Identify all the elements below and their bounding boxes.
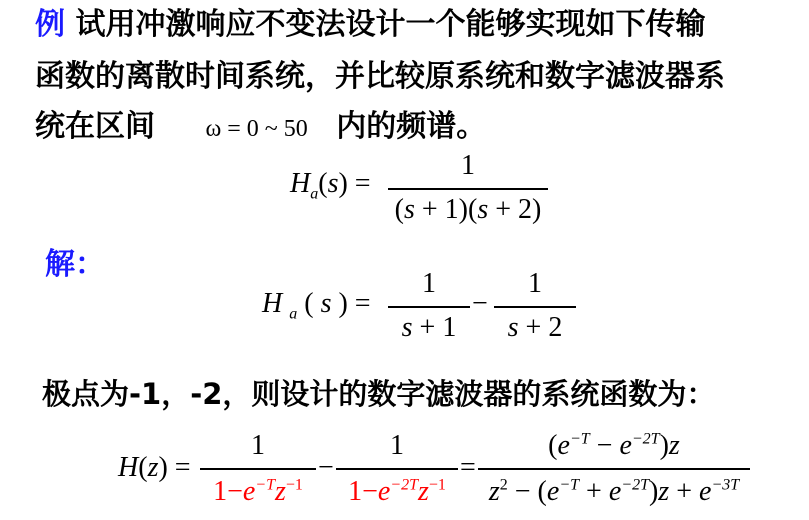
eq2-fraction-2 (494, 268, 576, 348)
problem-text-3a: 统在区间 (35, 109, 155, 144)
eq2-f2-bar (494, 306, 576, 308)
eq3-fraction-3 (478, 430, 750, 514)
example-label: 例 (35, 7, 65, 42)
eq1-lhs: $H_a(s)$ = (290, 168, 371, 203)
poles-statement: 极点为-1，-2，则设计的数字滤波器的系统函数为： (42, 377, 716, 411)
eq3-f1-bar (200, 468, 316, 470)
eq2-minus: − (472, 288, 488, 319)
eq1-fraction (388, 150, 548, 230)
frequency-interval: ω = 0 ~ 50 (205, 116, 308, 142)
eq1-fraction-bar (388, 188, 548, 190)
eq2-f1-denominator: s + 1 (401, 312, 457, 343)
eq3-f1-numerator: 1 (251, 430, 265, 461)
eq3-f3-bar (478, 468, 750, 470)
eq3-f2-bar (336, 468, 458, 470)
eq2-f1-bar (388, 306, 470, 308)
eq3-lhs: H(z) = (118, 452, 191, 483)
problem-line-2: 函数的离散时间系统，并比较原系统和数字滤波器系 (35, 59, 725, 94)
eq2-f1-numerator: 1 (422, 268, 436, 299)
eq1-numerator: 1 (461, 150, 475, 181)
eq2-lhs: H $_a$ ( s ) = (262, 288, 371, 323)
eq3-equals: = (460, 452, 476, 483)
eq3-f3-numerator: $(e^{-T} - e^{-2T})z$ (548, 430, 680, 461)
eq3-fraction-1 (200, 430, 316, 514)
problem-text-1: 试用冲激响应不变法设计一个能够实现如下传输 (75, 7, 706, 42)
eq1-denominator: (s + 1)(s + 2) (394, 194, 542, 225)
problem-line-3 (35, 108, 486, 148)
eq3-f3-denominator: $z^2 - (e^{-T} + e^{-2T})z + e^{-3T}$ (488, 476, 740, 507)
eq3-fraction-2 (336, 430, 458, 514)
solution-label: 解： (45, 247, 105, 282)
eq2-f2-denominator: s + 2 (507, 312, 563, 343)
problem-text-3b: 内的频谱。 (336, 109, 487, 144)
eq3-minus: − (318, 452, 334, 483)
eq2-f2-numerator: 1 (528, 268, 542, 299)
eq3-f1-denominator: $1-e^{-T}z^{-1}$ (213, 476, 303, 507)
eq2-fraction-1 (388, 268, 470, 348)
eq3-f2-denominator: $1-e^{-2T}z^{-1}$ (348, 476, 446, 507)
eq3-f2-numerator: 1 (390, 430, 404, 461)
problem-line-1 (35, 6, 705, 44)
